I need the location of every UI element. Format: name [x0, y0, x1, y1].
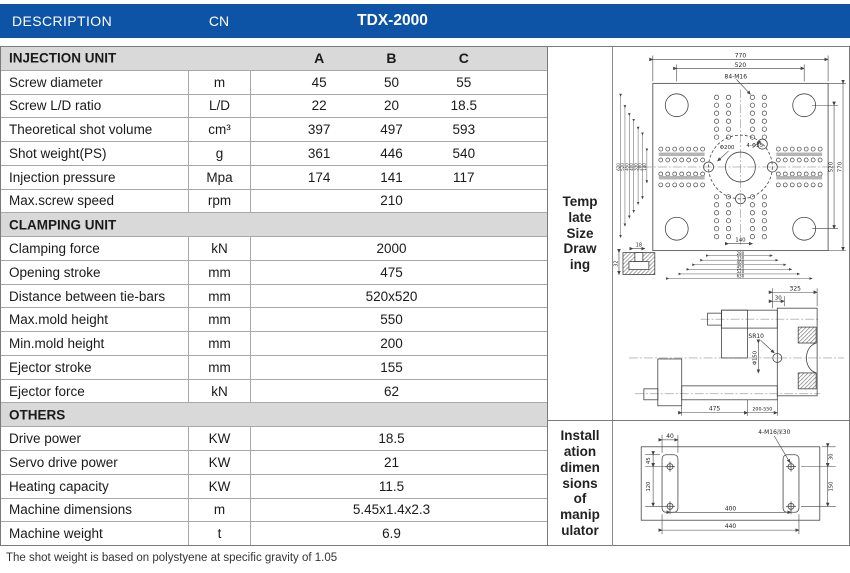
dim-520-right: 520	[828, 161, 835, 173]
section-title: CLAMPING UNIT	[9, 217, 117, 233]
model-title: TDX-2000	[357, 12, 428, 29]
stack-dim: 450	[624, 163, 630, 171]
row-unit: mm	[189, 356, 251, 379]
dim-30: 30	[828, 453, 835, 460]
row-name: Shot weight(PS)	[1, 142, 189, 165]
label-line: manip	[560, 507, 600, 523]
platen-drawing	[613, 47, 848, 281]
row-unit: L/D	[189, 95, 251, 118]
table-row	[1, 380, 547, 404]
row-name: Distance between tie-bars	[1, 285, 189, 308]
stack-dim: 630	[736, 273, 745, 279]
row-name: Max.screw speed	[1, 190, 189, 213]
sr10-callout: SR10	[748, 333, 764, 341]
label-line: ulator	[561, 523, 599, 539]
dim-325: 325	[789, 285, 801, 293]
drawings-panel	[548, 46, 850, 546]
row-value: 18.5	[450, 98, 477, 114]
stack-dim: 620	[615, 163, 621, 171]
row-value: 210	[380, 193, 403, 209]
table-row	[1, 118, 547, 142]
column-header: C	[458, 50, 469, 67]
row-unit: rpm	[189, 190, 251, 213]
row-unit: mm	[189, 261, 251, 284]
section-header-row	[1, 47, 547, 71]
dim-140-bottom: 140	[735, 237, 746, 244]
title-bar	[0, 4, 850, 38]
row-name: Min.mold height	[1, 332, 189, 355]
row-unit: m	[189, 499, 251, 522]
dim-475: 475	[708, 405, 721, 413]
column-header: B	[386, 50, 397, 67]
spec-table	[0, 46, 548, 546]
label-line: dimen	[560, 459, 600, 475]
label-line: Install	[560, 427, 600, 443]
table-row	[1, 261, 547, 285]
row-value: 117	[453, 169, 475, 185]
template-size-section	[548, 47, 849, 421]
row-name: Machine dimensions	[1, 499, 189, 522]
row-unit: t	[189, 522, 251, 545]
row-value: 11.5	[378, 478, 405, 494]
footnote: The shot weight is based on polystyene at specific gravity of 1.05	[6, 552, 338, 564]
bolt-circle-callout: Φ200	[719, 145, 735, 152]
table-row	[1, 285, 547, 309]
row-value: 520x520	[365, 288, 418, 304]
label-line: Temp	[562, 193, 598, 209]
row-name: Machine weight	[1, 522, 189, 545]
row-unit: mm	[189, 285, 251, 308]
table-row	[1, 308, 547, 332]
description-header: DESCRIPTION	[12, 13, 113, 29]
row-name: Opening stroke	[1, 261, 189, 284]
dim-770-right: 770	[837, 161, 844, 173]
row-name: Max.mold height	[1, 308, 189, 331]
side-view-drawing	[613, 281, 848, 420]
table-row	[1, 356, 547, 380]
table-row	[1, 95, 547, 119]
row-value: 361	[307, 145, 331, 161]
stack-dim: 400	[736, 259, 745, 265]
dim-150: 150	[828, 481, 835, 492]
section-title: OTHERS	[9, 407, 66, 423]
row-value: 5.45x1.4x2.3	[352, 502, 431, 518]
row-value: 21	[383, 454, 400, 470]
table-row	[1, 522, 547, 545]
row-unit: kN	[189, 380, 251, 403]
cn-header: CN	[208, 13, 230, 29]
label-line: Size	[566, 225, 594, 241]
row-value: 45	[311, 74, 327, 90]
stack-dim: 520	[736, 269, 745, 275]
dim-400: 400	[724, 505, 737, 513]
row-value: 475	[380, 264, 403, 280]
row-value: 18.5	[378, 431, 405, 447]
row-unit: Mpa	[189, 166, 251, 189]
row-name: Theoretical shot volume	[1, 118, 189, 141]
manipulator-drawing-cell	[613, 421, 849, 546]
section-header-row	[1, 213, 547, 237]
table-row	[1, 427, 547, 451]
label-line: late	[568, 209, 592, 225]
manipulator-label	[548, 421, 613, 546]
label-line: of	[573, 491, 587, 507]
row-value: 50	[383, 74, 399, 90]
row-name: Ejector stroke	[1, 356, 189, 379]
thread-callout: 4-M16深30	[758, 428, 791, 436]
row-unit: mm	[189, 332, 251, 355]
row-value: 141	[380, 169, 403, 185]
table-row	[1, 190, 547, 214]
row-value: 397	[307, 122, 331, 138]
row-unit: g	[189, 142, 251, 165]
row-value: 20	[383, 98, 399, 114]
table-row	[1, 332, 547, 356]
row-value: 200	[380, 336, 403, 352]
table-row	[1, 166, 547, 190]
row-value: 155	[380, 359, 403, 375]
row-value: 540	[452, 145, 476, 161]
dim-520-top: 520	[734, 61, 747, 69]
row-value: 55	[456, 74, 472, 90]
dim-440: 440	[724, 523, 737, 531]
section-header-row	[1, 403, 547, 427]
row-unit: KW	[189, 475, 251, 498]
row-value: 446	[380, 145, 403, 161]
dim-770-top: 770	[734, 52, 747, 60]
row-value: 593	[452, 122, 476, 138]
row-unit: KW	[189, 451, 251, 474]
tslot-width-dim: 18	[635, 242, 643, 249]
table-row	[1, 142, 547, 166]
stack-dim: 520	[620, 163, 626, 171]
row-name: Injection pressure	[1, 166, 189, 189]
dim-45: 45	[646, 457, 653, 464]
stack-dim: 450	[736, 264, 745, 270]
table-row	[1, 475, 547, 499]
template-size-label	[548, 47, 613, 420]
stack-dim: 280	[736, 250, 745, 256]
dim-30: 30	[774, 295, 782, 302]
table-row	[1, 451, 547, 475]
table-row	[1, 237, 547, 261]
tslot-detail	[613, 243, 654, 275]
thread-callout: 84-M16	[724, 73, 748, 81]
row-value: 550	[380, 312, 403, 328]
dimension-stacks	[616, 96, 812, 278]
row-name: Screw diameter	[1, 71, 189, 94]
row-unit: m	[189, 71, 251, 94]
row-name: Ejector force	[1, 380, 189, 403]
table-row	[1, 71, 547, 95]
dim-mold-range: 200-550	[752, 407, 773, 413]
row-unit: mm	[189, 308, 251, 331]
tslot-depth-dim: 32	[613, 260, 620, 267]
label-line: sions	[562, 475, 598, 491]
manipulator-section	[548, 421, 849, 546]
section-title: INJECTION UNIT	[9, 50, 117, 66]
row-name: Clamping force	[1, 237, 189, 260]
row-value: 174	[307, 169, 331, 185]
stack-dim: 280	[637, 163, 643, 171]
stack-dim: 140	[642, 163, 648, 171]
label-line: ation	[563, 443, 597, 459]
row-value: 6.9	[382, 526, 401, 542]
column-header: A	[314, 50, 325, 67]
label-line: ing	[569, 257, 591, 273]
table-row	[1, 499, 547, 523]
row-value: 2000	[376, 241, 407, 256]
stack-dim: 330	[736, 255, 745, 261]
row-value: 497	[380, 122, 403, 138]
row-name: Screw L/D ratio	[1, 95, 189, 118]
row-name: Servo drive power	[1, 451, 189, 474]
stack-dim: 400	[628, 163, 634, 171]
dim-40: 40	[666, 432, 674, 440]
corner-holes-callout: 4-Φ35	[746, 143, 764, 150]
row-unit: cm³	[189, 118, 251, 141]
dim-120: 120	[646, 481, 653, 492]
row-name: Heating capacity	[1, 475, 189, 498]
template-size-drawings	[613, 47, 849, 420]
row-name: Drive power	[1, 427, 189, 450]
row-unit: kN	[189, 237, 251, 260]
row-value: 62	[383, 383, 400, 399]
ring-diameter: Φ150	[752, 351, 759, 365]
row-unit: KW	[189, 427, 251, 450]
label-line: Draw	[563, 241, 597, 257]
row-value: 22	[311, 98, 327, 114]
manipulator-drawing	[613, 421, 848, 546]
stack-dim: 330	[633, 163, 639, 171]
